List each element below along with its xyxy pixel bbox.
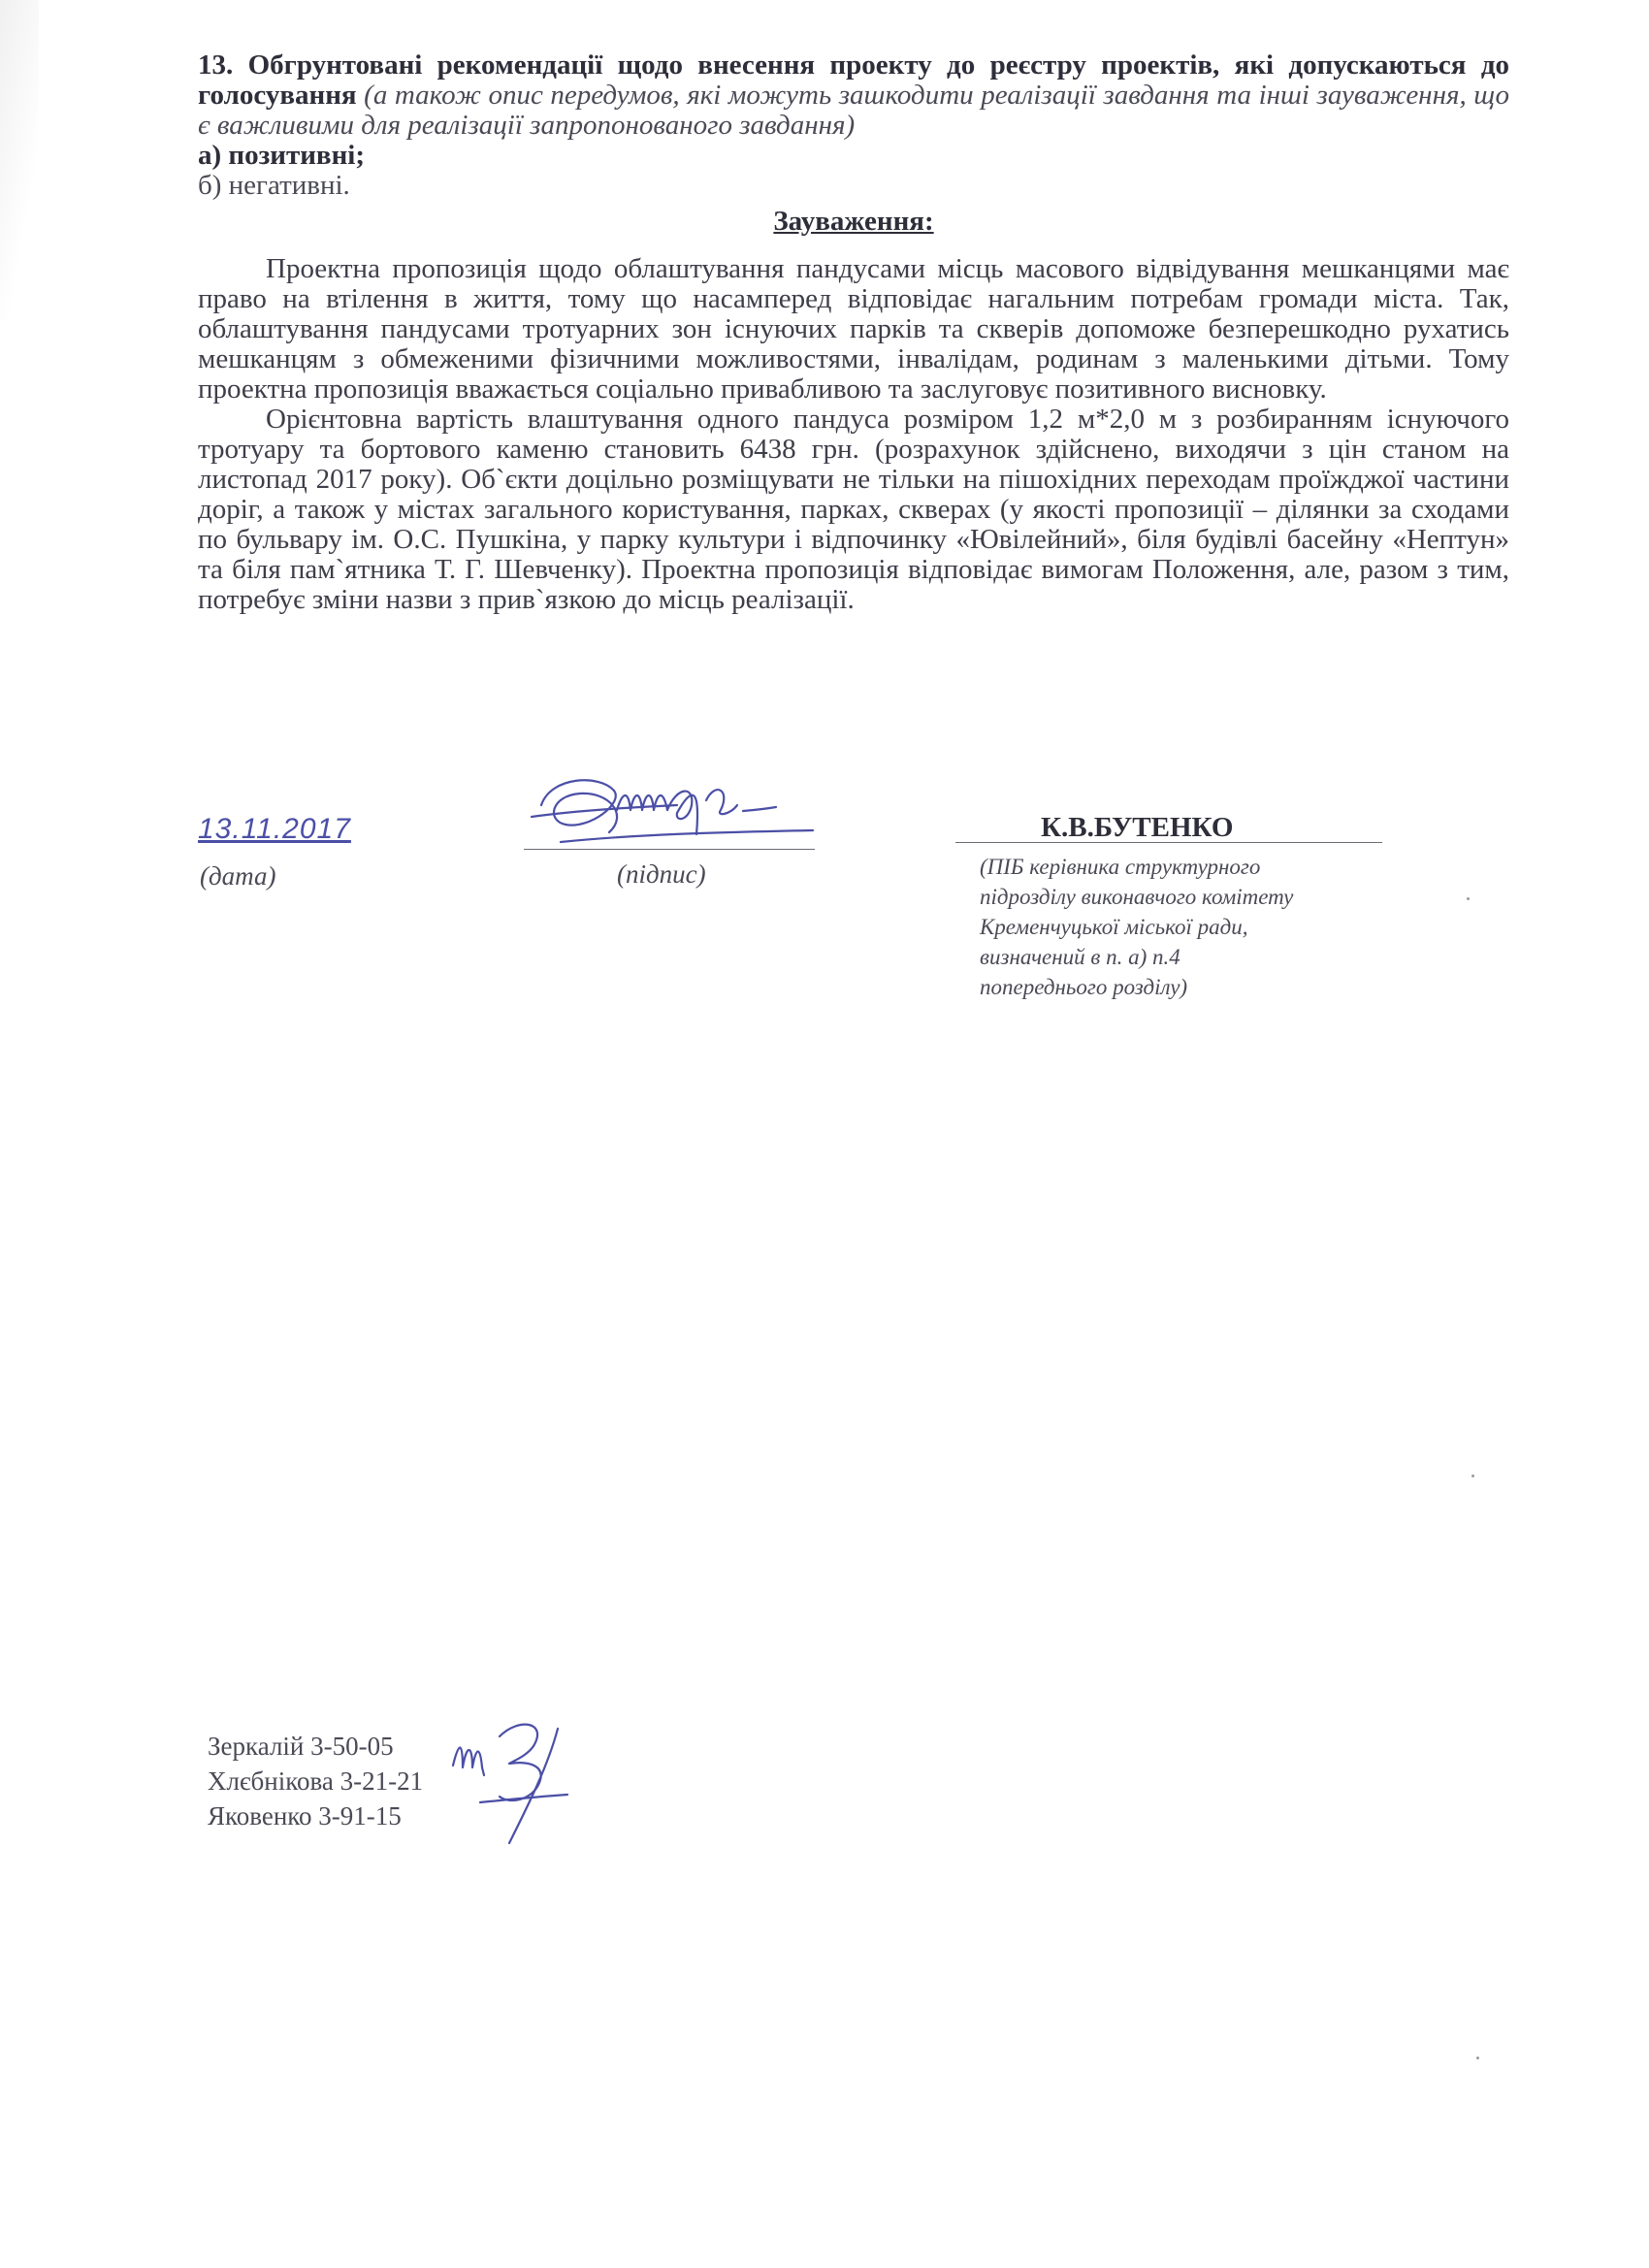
date-caption: (дата) xyxy=(200,861,276,891)
section-heading-note: (а також опис передумов, які можуть зашкодити реалізації завдання та інші зауваження, що є важливими для реалізації запропонованого завдання) xyxy=(198,80,1509,141)
name-caption-line: визначений в п. а) п.4 xyxy=(980,945,1180,969)
signatory-name: К.В.БУТЕНКО xyxy=(1041,812,1234,843)
handwritten-initials xyxy=(441,1707,597,1853)
contacts-list xyxy=(208,1729,423,1833)
handwritten-signature xyxy=(522,757,832,863)
scan-speck xyxy=(1476,2057,1479,2059)
option-negative: б) негативні. xyxy=(198,170,350,201)
date-value: 13.11.2017 xyxy=(198,813,351,845)
signature-caption: (підпис) xyxy=(617,859,706,889)
name-caption-line: попереднього розділу) xyxy=(980,975,1188,999)
name-caption-line: (ПІБ керівника структурного xyxy=(980,855,1261,879)
signature-line xyxy=(524,849,815,850)
signature-block xyxy=(0,757,1649,1028)
name-caption-line: підрозділу виконавчого комітету xyxy=(980,885,1294,909)
name-line xyxy=(955,842,1382,843)
remarks-paragraph-2: Орієнтовна вартість влаштування одного пандуса розміром 1,2 м*2,0 м з розбиранням існуючого тротуару та бортового каменю становить 6438 грн. (розрахунок здійснено, виходячи з цін станом на листопад 2017 року). Об`єкти доцільно розміщувати не тільки на пішохідних переходам проїжджої частини доріг, а також у містах загального користування, парках, скверах (у якості пропозиції – ділянки за сходами по бульвару ім. О.С. Пушкіна, у парку культури і відпочинку «Ювілейний», біля будівлі басейну «Нептун» та біля пам`ятника Т. Г. Шевченку). Проектна пропозиція відповідає вимогам Положення, але, разом з тим, потребує зміни назви з прив`язкою до місць реалізації. xyxy=(198,404,1509,615)
section-heading-title: 13. Обгрунтовані рекомендації щодо внесення проекту до реєстру проектів, які допускаються до голосування xyxy=(198,49,1509,111)
section-heading xyxy=(198,50,1509,141)
contact-item: Яковенко 3-91-15 xyxy=(208,1801,402,1831)
remarks-title: Зауваження: xyxy=(773,206,934,237)
paper-fold-shadow xyxy=(0,0,39,320)
scan-speck xyxy=(1471,1474,1474,1477)
contact-item: Зеркалій 3-50-05 xyxy=(208,1732,394,1761)
contact-item: Хлєбнікова 3-21-21 xyxy=(208,1766,424,1796)
name-caption xyxy=(980,852,1387,1002)
scan-speck xyxy=(1467,897,1470,900)
name-caption-line: Кременчуцької міської ради, xyxy=(980,915,1248,939)
option-positive: а) позитивні; xyxy=(198,140,366,171)
remarks-paragraph-1: Проектна пропозиція щодо облаштування пандусами місць масового відвідування мешканцями має право на втілення в життя, тому що насамперед відповідає нагальним потребам громади міста. Так, облаштування пандусами тротуарних зон існуючих парків та скверів допоможе безперешкодно рухатись мешканцям з обмеженими фізичними можливостями, інвалідам, родинам з маленькими дітьми. Тому проектна пропозиція вважається соціально привабливою та заслуговує позитивного висновку. xyxy=(198,253,1509,405)
section-13 xyxy=(198,50,1509,615)
